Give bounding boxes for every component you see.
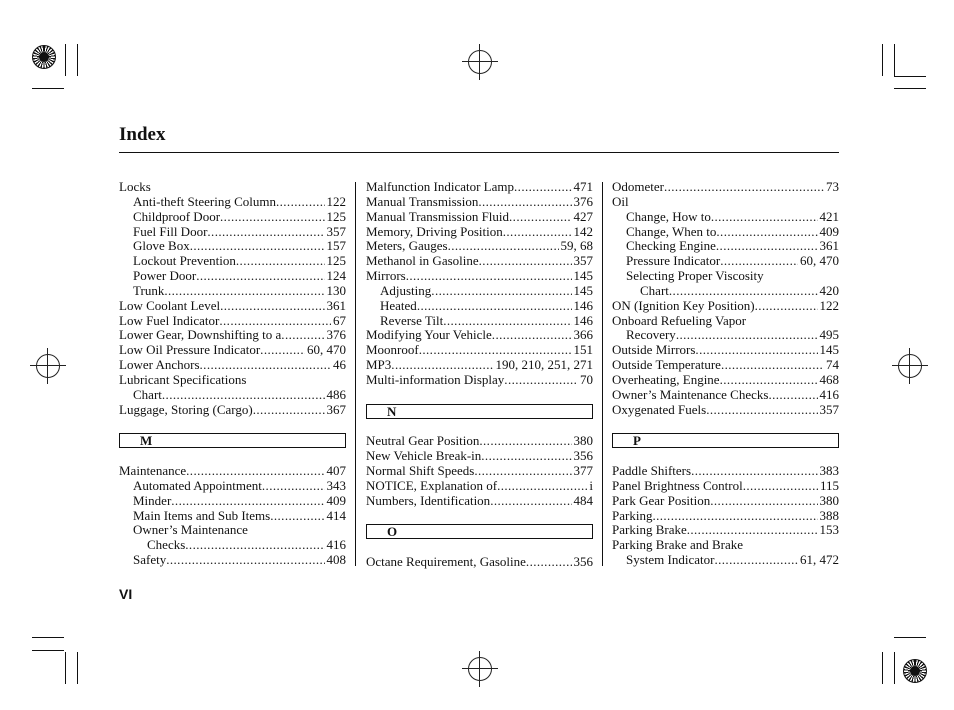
index-entry	[119, 523, 346, 538]
entry-term: Panel Brightness Control	[612, 477, 743, 493]
entry-page-ref: 122	[326, 193, 346, 209]
index-entry	[612, 314, 839, 329]
index-entry	[612, 195, 839, 210]
index-entry	[612, 523, 839, 538]
dot-leader	[166, 553, 324, 568]
entry-term: Low Oil Pressure Indicator	[119, 342, 261, 358]
section-header: O	[366, 524, 593, 539]
index-entry	[119, 479, 346, 494]
entry-term: Low Fuel Indicator	[119, 312, 220, 328]
dot-leader	[691, 464, 817, 479]
index-entry	[119, 195, 346, 210]
index-entry	[366, 373, 593, 388]
entry-term: Anti-theft Steering Column	[133, 193, 276, 209]
entry-term: Minder	[133, 492, 172, 508]
dot-leader	[164, 284, 324, 299]
entry-term: Maintenance	[119, 462, 187, 478]
entry-page-ref: 115	[819, 477, 839, 493]
page-title: Index	[119, 124, 166, 145]
crop-mark	[65, 44, 66, 76]
entry-term: Main Items and Sub Items	[133, 507, 271, 523]
entry-term: Park Gear Position	[612, 492, 711, 508]
index-entry	[366, 299, 593, 314]
dot-leader	[236, 254, 325, 269]
crop-mark	[32, 88, 64, 89]
index-entry	[366, 210, 593, 225]
spacer	[119, 449, 346, 464]
entry-page-ref: 484	[573, 492, 593, 508]
entry-page-ref: 388	[819, 507, 839, 523]
dot-leader	[260, 343, 305, 358]
entry-term: Selecting Proper Viscosity	[626, 268, 764, 284]
entry-page-ref: 356	[573, 553, 593, 569]
entry-page-ref: 495	[819, 327, 839, 343]
entry-term: Safety	[133, 552, 167, 568]
section-header: M	[119, 433, 346, 448]
index-entry	[366, 195, 593, 210]
spacer	[612, 418, 839, 433]
dot-leader	[526, 555, 572, 570]
dot-leader	[706, 403, 817, 418]
crosshair-target-icon	[36, 354, 60, 378]
crop-mark	[894, 88, 926, 89]
index-entry	[612, 403, 839, 418]
entry-page-ref: 145	[819, 342, 839, 358]
dot-leader	[755, 299, 818, 314]
entry-page-ref: 357	[573, 253, 593, 269]
entry-term: Memory, Driving Position	[366, 223, 503, 239]
section-header: P	[612, 433, 839, 448]
spacer	[366, 540, 593, 555]
entry-term: Lockout Prevention	[133, 253, 236, 269]
dot-leader	[185, 538, 324, 553]
entry-page-ref: 416	[326, 537, 346, 553]
entry-page-ref: 122	[819, 297, 839, 313]
index-entry	[612, 464, 839, 479]
entry-page-ref: 380	[819, 492, 839, 508]
entry-page-ref: 380	[573, 433, 593, 449]
dot-leader	[721, 358, 824, 373]
dot-leader	[220, 210, 324, 225]
crosshair-target-icon	[468, 657, 492, 681]
index-entry	[119, 343, 346, 358]
entry-term: Lower Anchors	[119, 357, 200, 373]
entry-page-ref: 376	[573, 193, 593, 209]
entry-term: Change, How to	[626, 208, 711, 224]
index-entry	[612, 299, 839, 314]
dot-leader	[276, 195, 325, 210]
dot-leader	[714, 553, 798, 568]
entry-page-ref: 151	[573, 342, 593, 358]
crop-mark	[77, 44, 78, 76]
crop-mark	[882, 652, 883, 684]
entry-term: Manual Transmission Fluid	[366, 208, 510, 224]
entry-page-ref: 468	[819, 371, 839, 387]
index-entry	[119, 269, 346, 284]
entry-term: Owner’s Maintenance Checks	[612, 386, 769, 402]
dot-leader	[479, 434, 571, 449]
entry-page-ref: 420	[819, 282, 839, 298]
entry-term: Methanol in Gasoline	[366, 253, 479, 269]
index-entry	[119, 210, 346, 225]
crop-mark	[77, 652, 78, 684]
dot-leader	[481, 449, 571, 464]
index-entry	[612, 538, 839, 553]
entry-page-ref: 46	[333, 357, 346, 373]
dot-leader	[196, 269, 324, 284]
entry-term: Power Door	[133, 268, 197, 284]
entry-page-ref: 421	[819, 208, 839, 224]
entry-term: Locks	[119, 179, 151, 194]
entry-page-ref: 145	[573, 268, 593, 284]
entry-term: Overheating, Engine	[612, 371, 720, 387]
dot-leader	[509, 210, 571, 225]
spacer	[366, 388, 593, 403]
entry-page-ref: 361	[819, 238, 839, 254]
index-entry	[366, 449, 593, 464]
entry-term: Chart	[640, 282, 669, 298]
dot-leader	[262, 479, 325, 494]
entry-term: Moonroof	[366, 342, 419, 358]
index-entry	[366, 284, 593, 299]
entry-page-ref: 67	[333, 312, 346, 328]
registration-mark-icon	[32, 45, 56, 69]
crop-mark	[894, 76, 926, 77]
index-entry	[366, 269, 593, 284]
index-entry	[612, 210, 839, 225]
dot-leader	[270, 509, 324, 524]
registration-mark-icon	[903, 659, 927, 683]
index-entry	[612, 180, 839, 195]
dot-leader	[207, 225, 324, 240]
index-entry	[366, 434, 593, 449]
crosshair-target-icon	[898, 354, 922, 378]
index-entry	[366, 494, 593, 509]
index-entry	[366, 479, 593, 494]
index-entry	[612, 269, 839, 284]
entry-term: Parking	[612, 507, 653, 523]
index-entry	[612, 225, 839, 240]
dot-leader	[490, 494, 571, 509]
dot-leader	[669, 284, 818, 299]
entry-term: Numbers, Identification	[366, 492, 491, 508]
spacer	[366, 509, 593, 524]
dot-leader	[220, 299, 324, 314]
spacer	[119, 418, 346, 433]
index-entry	[119, 254, 346, 269]
entry-page-ref: 70	[580, 371, 593, 387]
page-number: VI	[119, 586, 133, 602]
entry-term: Adjusting	[380, 282, 432, 298]
section-header: N	[366, 404, 593, 419]
entry-term: Change, When to	[626, 223, 717, 239]
entry-term: Heated	[380, 297, 417, 313]
entry-page-ref: 357	[819, 401, 839, 417]
dot-leader	[695, 343, 817, 358]
dot-leader	[652, 509, 817, 524]
index-entry	[119, 494, 346, 509]
entry-page-ref: 73	[826, 179, 839, 194]
dot-leader	[497, 479, 587, 494]
entry-page-ref: 427	[573, 208, 593, 224]
dot-leader	[186, 464, 324, 479]
entry-term: Checks	[147, 537, 186, 553]
dot-leader	[431, 284, 571, 299]
entry-page-ref: 408	[326, 552, 346, 568]
entry-page-ref: 357	[326, 223, 346, 239]
entry-term: New Vehicle Break-in	[366, 448, 482, 464]
index-entry	[119, 299, 346, 314]
entry-term: Low Coolant Level	[119, 297, 221, 313]
spacer	[366, 419, 593, 434]
entry-term: NOTICE, Explanation of	[366, 477, 498, 493]
entry-page-ref: 367	[326, 401, 346, 417]
crop-mark	[882, 44, 883, 76]
index-entry	[612, 284, 839, 299]
dot-leader	[253, 403, 325, 418]
index-entry	[119, 358, 346, 373]
dot-leader	[687, 523, 818, 538]
crop-mark	[894, 44, 895, 76]
dot-leader	[474, 464, 571, 479]
dot-leader	[716, 239, 818, 254]
entry-term: Lubricant Specifications	[119, 371, 247, 387]
entry-page-ref: 157	[326, 238, 346, 254]
entry-term: Parking Brake	[612, 522, 687, 538]
entry-page-ref: 343	[326, 477, 346, 493]
entry-term: Modifying Your Vehicle	[366, 327, 492, 343]
index-entry	[366, 358, 593, 373]
index-entry	[612, 239, 839, 254]
entry-term: Owner’s Maintenance	[133, 522, 248, 538]
index-entry	[366, 314, 593, 329]
crosshair-target-icon	[468, 50, 492, 74]
crop-mark	[894, 652, 895, 684]
entry-page-ref: 60, 470	[307, 342, 346, 358]
dot-leader	[200, 358, 331, 373]
dot-leader	[281, 328, 324, 343]
entry-term: Parking Brake and Brake	[612, 537, 744, 553]
dot-leader	[478, 195, 571, 210]
title-divider	[119, 152, 839, 153]
index-entry	[612, 373, 839, 388]
entry-page-ref: 471	[573, 179, 593, 194]
dot-leader	[710, 494, 817, 509]
index-column-2	[366, 180, 593, 570]
dot-leader	[676, 328, 818, 343]
index-entry	[119, 388, 346, 403]
entry-term: Normal Shift Speeds	[366, 462, 475, 478]
entry-page-ref: 486	[326, 386, 346, 402]
entry-term: Automated Appointment	[133, 477, 262, 493]
index-entry	[119, 314, 346, 329]
crop-mark	[32, 637, 64, 638]
dot-leader	[391, 358, 493, 373]
index-entry	[119, 180, 346, 195]
index-entry	[612, 254, 839, 269]
dot-leader	[768, 388, 817, 403]
entry-term: Oil	[612, 193, 629, 209]
dot-leader	[448, 239, 559, 254]
entry-page-ref: 366	[573, 327, 593, 343]
entry-term: Meters, Gauges	[366, 238, 448, 254]
index-entry	[612, 553, 839, 568]
entry-page-ref: 74	[826, 357, 839, 373]
entry-page-ref: 61, 472	[800, 552, 839, 568]
entry-page-ref: i	[589, 477, 593, 493]
spacer	[612, 449, 839, 464]
index-entry	[366, 555, 593, 570]
index-entry	[612, 343, 839, 358]
entry-term: Chart	[133, 386, 162, 402]
dot-leader	[720, 373, 818, 388]
dot-leader	[720, 254, 798, 269]
entry-term: Recovery	[626, 327, 676, 343]
dot-leader	[504, 373, 578, 388]
entry-page-ref: 146	[573, 297, 593, 313]
index-entry	[612, 494, 839, 509]
index-entry	[612, 509, 839, 524]
entry-page-ref: 407	[326, 462, 346, 478]
index-entry	[612, 328, 839, 343]
index-entry	[366, 343, 593, 358]
entry-page-ref: 376	[326, 327, 346, 343]
entry-term: Odometer	[612, 179, 664, 194]
dot-leader	[716, 225, 817, 240]
entry-term: Paddle Shifters	[612, 462, 692, 478]
index-entry	[119, 538, 346, 553]
dot-leader	[479, 254, 572, 269]
entry-page-ref: 383	[819, 462, 839, 478]
entry-term: Reverse Tilt	[380, 312, 444, 328]
entry-page-ref: 146	[573, 312, 593, 328]
dot-leader	[406, 269, 572, 284]
dot-leader	[443, 314, 571, 329]
index-entry	[366, 239, 593, 254]
entry-page-ref: 361	[326, 297, 346, 313]
entry-term: Pressure Indicator	[626, 253, 721, 269]
entry-page-ref: 125	[326, 253, 346, 269]
entry-term: Onboard Refueling Vapor	[612, 312, 747, 328]
index-entry	[119, 328, 346, 343]
entry-page-ref: 130	[326, 282, 346, 298]
index-column-3	[612, 180, 839, 568]
entry-page-ref: 145	[573, 282, 593, 298]
index-entry	[612, 388, 839, 403]
dot-leader	[664, 180, 824, 195]
dot-leader	[417, 299, 572, 314]
entry-page-ref: 59, 68	[560, 238, 593, 254]
index-entry	[366, 225, 593, 240]
dot-leader	[492, 328, 572, 343]
index-entry	[366, 328, 593, 343]
entry-term: Octane Requirement, Gasoline	[366, 553, 526, 569]
entry-page-ref: 125	[326, 208, 346, 224]
dot-leader	[743, 479, 818, 494]
index-entry	[119, 553, 346, 568]
entry-page-ref: 142	[573, 223, 593, 239]
index-entry	[366, 254, 593, 269]
crop-mark	[65, 652, 66, 684]
entry-page-ref: 416	[819, 386, 839, 402]
dot-leader	[162, 388, 325, 403]
index-entry	[119, 373, 346, 388]
entry-term: Outside Mirrors	[612, 342, 696, 358]
entry-term: Luggage, Storing (Cargo)	[119, 401, 253, 417]
entry-page-ref: 409	[819, 223, 839, 239]
index-entry	[119, 464, 346, 479]
entry-term: Mirrors	[366, 268, 406, 284]
crop-mark	[32, 650, 64, 651]
column-divider	[355, 182, 356, 566]
entry-term: Lower Gear, Downshifting to a	[119, 327, 282, 343]
index-entry	[119, 225, 346, 240]
dot-leader	[219, 314, 331, 329]
index-entry	[612, 358, 839, 373]
index-entry	[119, 239, 346, 254]
dot-leader	[503, 225, 572, 240]
dot-leader	[171, 494, 324, 509]
entry-term: MP3	[366, 357, 392, 373]
dot-leader	[514, 180, 571, 195]
entry-page-ref: 124	[326, 268, 346, 284]
entry-page-ref: 153	[819, 522, 839, 538]
entry-term: Childproof Door	[133, 208, 221, 224]
crop-mark	[894, 637, 926, 638]
index-entry	[119, 284, 346, 299]
column-divider	[602, 182, 603, 566]
entry-term: Fuel Fill Door	[133, 223, 208, 239]
entry-page-ref: 409	[326, 492, 346, 508]
entry-term: ON (Ignition Key Position)	[612, 297, 755, 313]
entry-term: Malfunction Indicator Lamp	[366, 179, 515, 194]
entry-term: Trunk	[133, 282, 165, 298]
entry-page-ref: 356	[573, 448, 593, 464]
index-entry	[119, 403, 346, 418]
entry-term: Outside Temperature	[612, 357, 721, 373]
entry-term: Checking Engine	[626, 238, 716, 254]
dot-leader	[711, 210, 818, 225]
index-entry	[366, 180, 593, 195]
index-entry	[366, 464, 593, 479]
entry-page-ref: 60, 470	[800, 253, 839, 269]
dot-leader	[190, 239, 325, 254]
entry-term: Oxygenated Fuels	[612, 401, 707, 417]
entry-page-ref: 190, 210, 251, 271	[495, 357, 593, 373]
entry-page-ref: 414	[326, 507, 346, 523]
dot-leader	[419, 343, 572, 358]
entry-term: Neutral Gear Position	[366, 433, 480, 449]
entry-term: System Indicator	[626, 552, 715, 568]
index-column-1	[119, 180, 346, 568]
index-entry	[612, 479, 839, 494]
index-entry	[119, 509, 346, 524]
entry-page-ref: 377	[573, 462, 593, 478]
entry-term: Manual Transmission	[366, 193, 479, 209]
entry-term: Glove Box	[133, 238, 190, 254]
entry-term: Multi-information Display	[366, 371, 505, 387]
